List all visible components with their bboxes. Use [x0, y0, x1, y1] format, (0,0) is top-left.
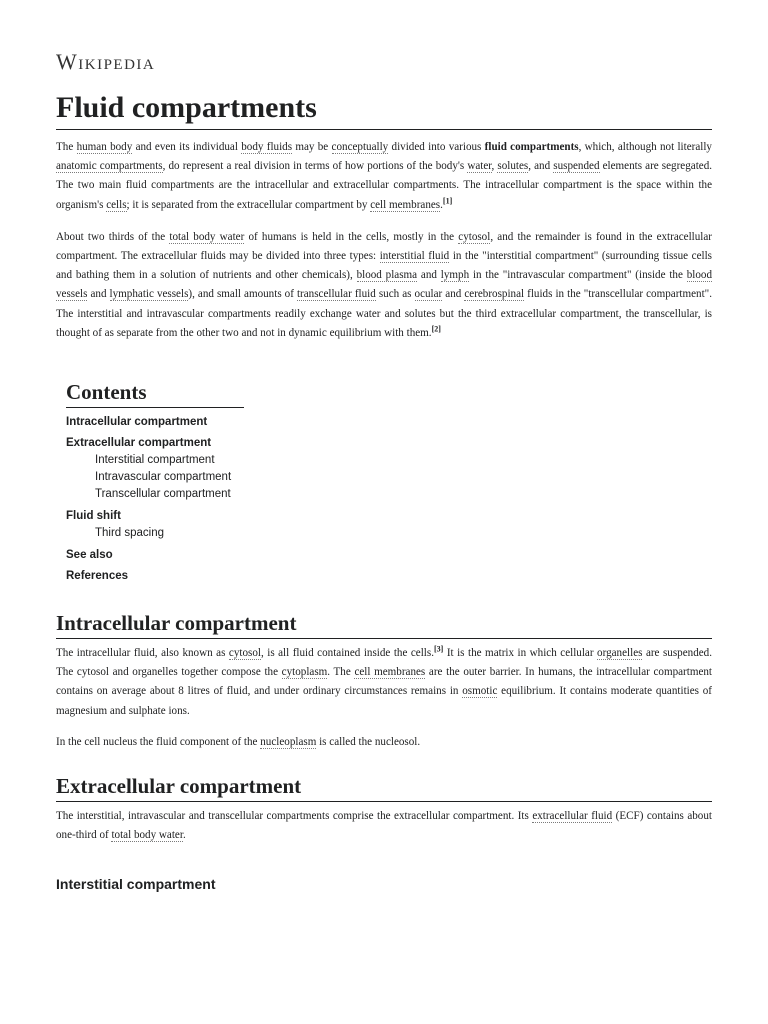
intro-paragraph-1: The human body and even its individual body fluids may be conceptually divided into various fluid compartments, which, although not literally anatomic compartments, do represent a real division in terms of how portions of the body's water, solutes, and suspended elements are segregated. The two main fluid compartments are the intracellular and extracellular compartments. The intracellular compartment is the space within the organism's cells; it is separated from the extracellular compartment by cell membranes.[1]	[56, 141, 713, 211]
link-lymphatic-vessels[interactable]: lymphatic vessels	[109, 288, 189, 301]
toc-item-extracellular[interactable]: Extracellular compartment	[66, 437, 212, 450]
link-cytosol-2[interactable]: cytosol	[228, 647, 261, 660]
wikipedia-logo[interactable]: Wikipedia	[56, 49, 156, 74]
link-anatomic-compartments[interactable]: anatomic compartments	[56, 160, 163, 173]
link-cerebrospinal[interactable]: cerebrospinal	[464, 288, 525, 301]
link-human-body[interactable]: human body	[76, 141, 133, 153]
reference-1[interactable]: [1]	[442, 195, 453, 205]
subsection-heading-interstitial: Interstitial compartment	[56, 876, 216, 893]
toc-item-see-also[interactable]: See also	[66, 549, 113, 562]
link-cell-membranes[interactable]: cell membranes	[370, 198, 441, 211]
section-heading-intracellular: Intracellular compartment	[56, 610, 712, 639]
link-body-fluids[interactable]: body fluids	[241, 141, 293, 153]
link-cytoplasm[interactable]: cytoplasm	[281, 666, 328, 679]
link-cells[interactable]: cells	[106, 198, 127, 211]
section-heading-extracellular: Extracellular compartment	[56, 773, 712, 802]
link-cytosol[interactable]: cytosol	[458, 230, 491, 243]
link-interstitial-fluid[interactable]: interstitial fluid	[379, 250, 450, 263]
bold-term: fluid compartments	[484, 141, 579, 153]
link-blood-plasma[interactable]: blood plasma	[356, 269, 418, 282]
reference-3[interactable]: [3]	[433, 644, 444, 654]
toc-title: Contents	[66, 379, 244, 408]
link-lymph[interactable]: lymph	[440, 269, 470, 282]
link-suspended[interactable]: suspended	[553, 160, 600, 173]
link-ocular[interactable]: ocular	[414, 288, 443, 301]
table-of-contents	[66, 379, 244, 585]
toc-item-intravascular[interactable]: Intravascular compartment	[95, 471, 232, 484]
link-blood-vessels[interactable]: blood vessels	[56, 269, 712, 301]
intracellular-paragraph-1: The intracellular fluid, also known as cytosol, is all fluid contained inside the cells.[3] It is the matrix in which cellular organelles are suspended. The cytosol and organelles together compose the cytoplasm. The cell membranes are the outer barrier. In humans, the intracellular compartment contains on average about 8 litres of fluid, and under ordinary circumstances remains in osmotic equilibrium. It contains moderate quantities of magnesium and sulphate ions.	[56, 644, 713, 717]
link-solutes[interactable]: solutes	[497, 160, 529, 173]
link-extracellular-fluid[interactable]: extracellular fluid	[532, 810, 613, 823]
reference-2[interactable]: [2]	[431, 324, 441, 334]
link-osmotic[interactable]: osmotic	[462, 685, 498, 698]
link-total-body-water-2[interactable]: total body water	[111, 829, 183, 842]
intracellular-paragraph-2: In the cell nucleus the fluid component of the nucleoplasm is called the nucleosol.	[56, 735, 421, 748]
link-conceptually[interactable]: conceptually	[331, 141, 389, 153]
page-title: Fluid compartments	[56, 91, 712, 130]
toc-item-fluid-shift[interactable]: Fluid shift	[66, 510, 121, 523]
link-cell-membranes-2[interactable]: cell membranes	[354, 666, 426, 679]
toc-item-references[interactable]: References	[66, 570, 129, 583]
link-water[interactable]: water	[467, 160, 492, 173]
extracellular-paragraph-1: The interstitial, intravascular and transcellular compartments comprise the extracellular compartment. Its extracellular fluid (ECF) contains about one-third of total body water.	[56, 810, 712, 842]
link-organelles[interactable]: organelles	[597, 647, 643, 660]
link-transcellular-fluid[interactable]: transcellular fluid	[296, 288, 376, 301]
intro-paragraph-2: About two thirds of the total body water of humans is held in the cells, mostly in the cytosol, and the remainder is found in the extracellular compartment. The extracellular fluids may be divided into three types: interstitial fluid in the "interstitial compartment" (surrounding tissue cells and bathing them in a solution of nutrients and other chemicals), blood plasma and lymph in the "intravascular compartment" (inside the blood vessels and lymphatic vessels), and small amounts of transcellular fluid such as ocular and cerebrospinal fluids in the "transcellular compartment". The interstitial and intravascular compartments readily exchange water and solutes but the third extracellular compartment, the transcellular, is thought of as separate from the other two and not in dynamic equilibrium with them.[2]	[56, 230, 713, 339]
toc-item-third-spacing[interactable]: Third spacing	[95, 527, 165, 540]
link-nucleoplasm[interactable]: nucleoplasm	[260, 735, 317, 748]
link-total-body-water[interactable]: total body water	[169, 230, 245, 243]
toc-item-interstitial[interactable]: Interstitial compartment	[95, 454, 215, 467]
toc-item-transcellular[interactable]: Transcellular compartment	[95, 488, 231, 501]
toc-list	[66, 414, 306, 585]
toc-item-intracellular[interactable]: Intracellular compartment	[66, 416, 208, 429]
